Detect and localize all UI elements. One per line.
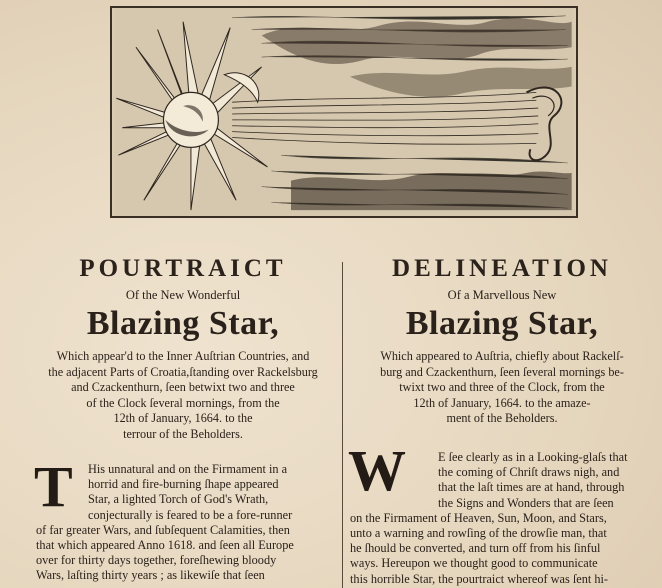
body-line: His unnatural and on the Firmament in a: [88, 462, 288, 476]
body-line: conjecturally is feared to be a fore-runner: [88, 507, 293, 522]
body-line: on the Firmament of Heaven, Sun, Moon, and Stars,: [350, 510, 607, 525]
desc-line: 12th of January, 1664. to the: [113, 411, 253, 425]
body-line: horrid and fire-burning ſhape appeared: [88, 477, 279, 492]
comet-engraving: [110, 6, 578, 218]
left-heading: POURTRAICT: [79, 255, 287, 282]
left-header: [30, 256, 336, 442]
desc-line: Which appeared to Auſtria, chiefly about Rackelſ-: [380, 349, 624, 363]
body-line: over for thirty days together, foreſhewing bloody: [36, 553, 277, 568]
body-line: that which appeared Anno 1618. and ſeen all Europe: [36, 538, 294, 553]
body-line: Star, a lighted Torch of God's Wrath,: [88, 492, 269, 507]
desc-line: burg and Czackenthurn, ſeen ſeveral mornings be-: [380, 364, 624, 379]
comet-illustration: [112, 8, 576, 216]
body-line: of far greater Wars, and ſubſequent Calamities, then: [36, 522, 290, 537]
body-line: E ſee clearly as in a Looking-glaſs that: [438, 450, 628, 464]
column-divider: [342, 262, 343, 588]
desc-line: twixt two and three of the Clock, from the: [399, 380, 605, 394]
right-title: Blazing Star,: [405, 305, 599, 342]
body-line: that the laſt times are at hand, through: [438, 480, 625, 495]
desc-line: Which appear'd to the Inner Auſtrian Countries, and: [56, 349, 310, 363]
right-body: [350, 450, 654, 587]
right-subheading: Of a Marvellous New: [447, 288, 557, 302]
body-line: he ſhould be converted, and turn off from his ſinful: [350, 541, 601, 556]
left-subheading: Of the New Wonderful: [125, 288, 241, 302]
body-line: this horrible Star, the pourtraict whereof was ſent hi-: [350, 571, 609, 586]
body-line: ways. Hereupon we thought good to communicate: [350, 556, 598, 571]
desc-line: ment of the Beholders.: [446, 411, 558, 425]
body-line: the Signs and Wonders that are ſeen: [438, 495, 614, 510]
left-body: [36, 462, 334, 584]
desc-line: and Czackenthurn, ſeen betwixt two and three: [71, 380, 295, 394]
right-dropcap: W: [348, 438, 406, 503]
desc-line: terrour of the Beholders.: [123, 426, 243, 441]
left-description: [30, 349, 336, 442]
desc-line: 12th of January, 1664. to the amaze-: [413, 395, 591, 410]
desc-line: of the Clock ſeveral mornings, from the: [86, 395, 280, 410]
body-line: unto a warning and rowſing of the drowſie man, that: [350, 526, 607, 541]
right-heading: DELINEATION: [392, 255, 612, 282]
body-line: Wars, laſting thirty years ; as likewiſe that ſeen: [36, 568, 265, 583]
right-header: [348, 256, 656, 427]
desc-line: the adjacent Parts of Croatia,ſtanding over Rackelsburg: [48, 364, 318, 379]
body-line: the coming of Chriſt draws nigh, and: [438, 465, 620, 480]
left-dropcap: T: [34, 454, 73, 519]
right-description: [348, 349, 656, 427]
left-title: Blazing Star,: [86, 305, 280, 342]
